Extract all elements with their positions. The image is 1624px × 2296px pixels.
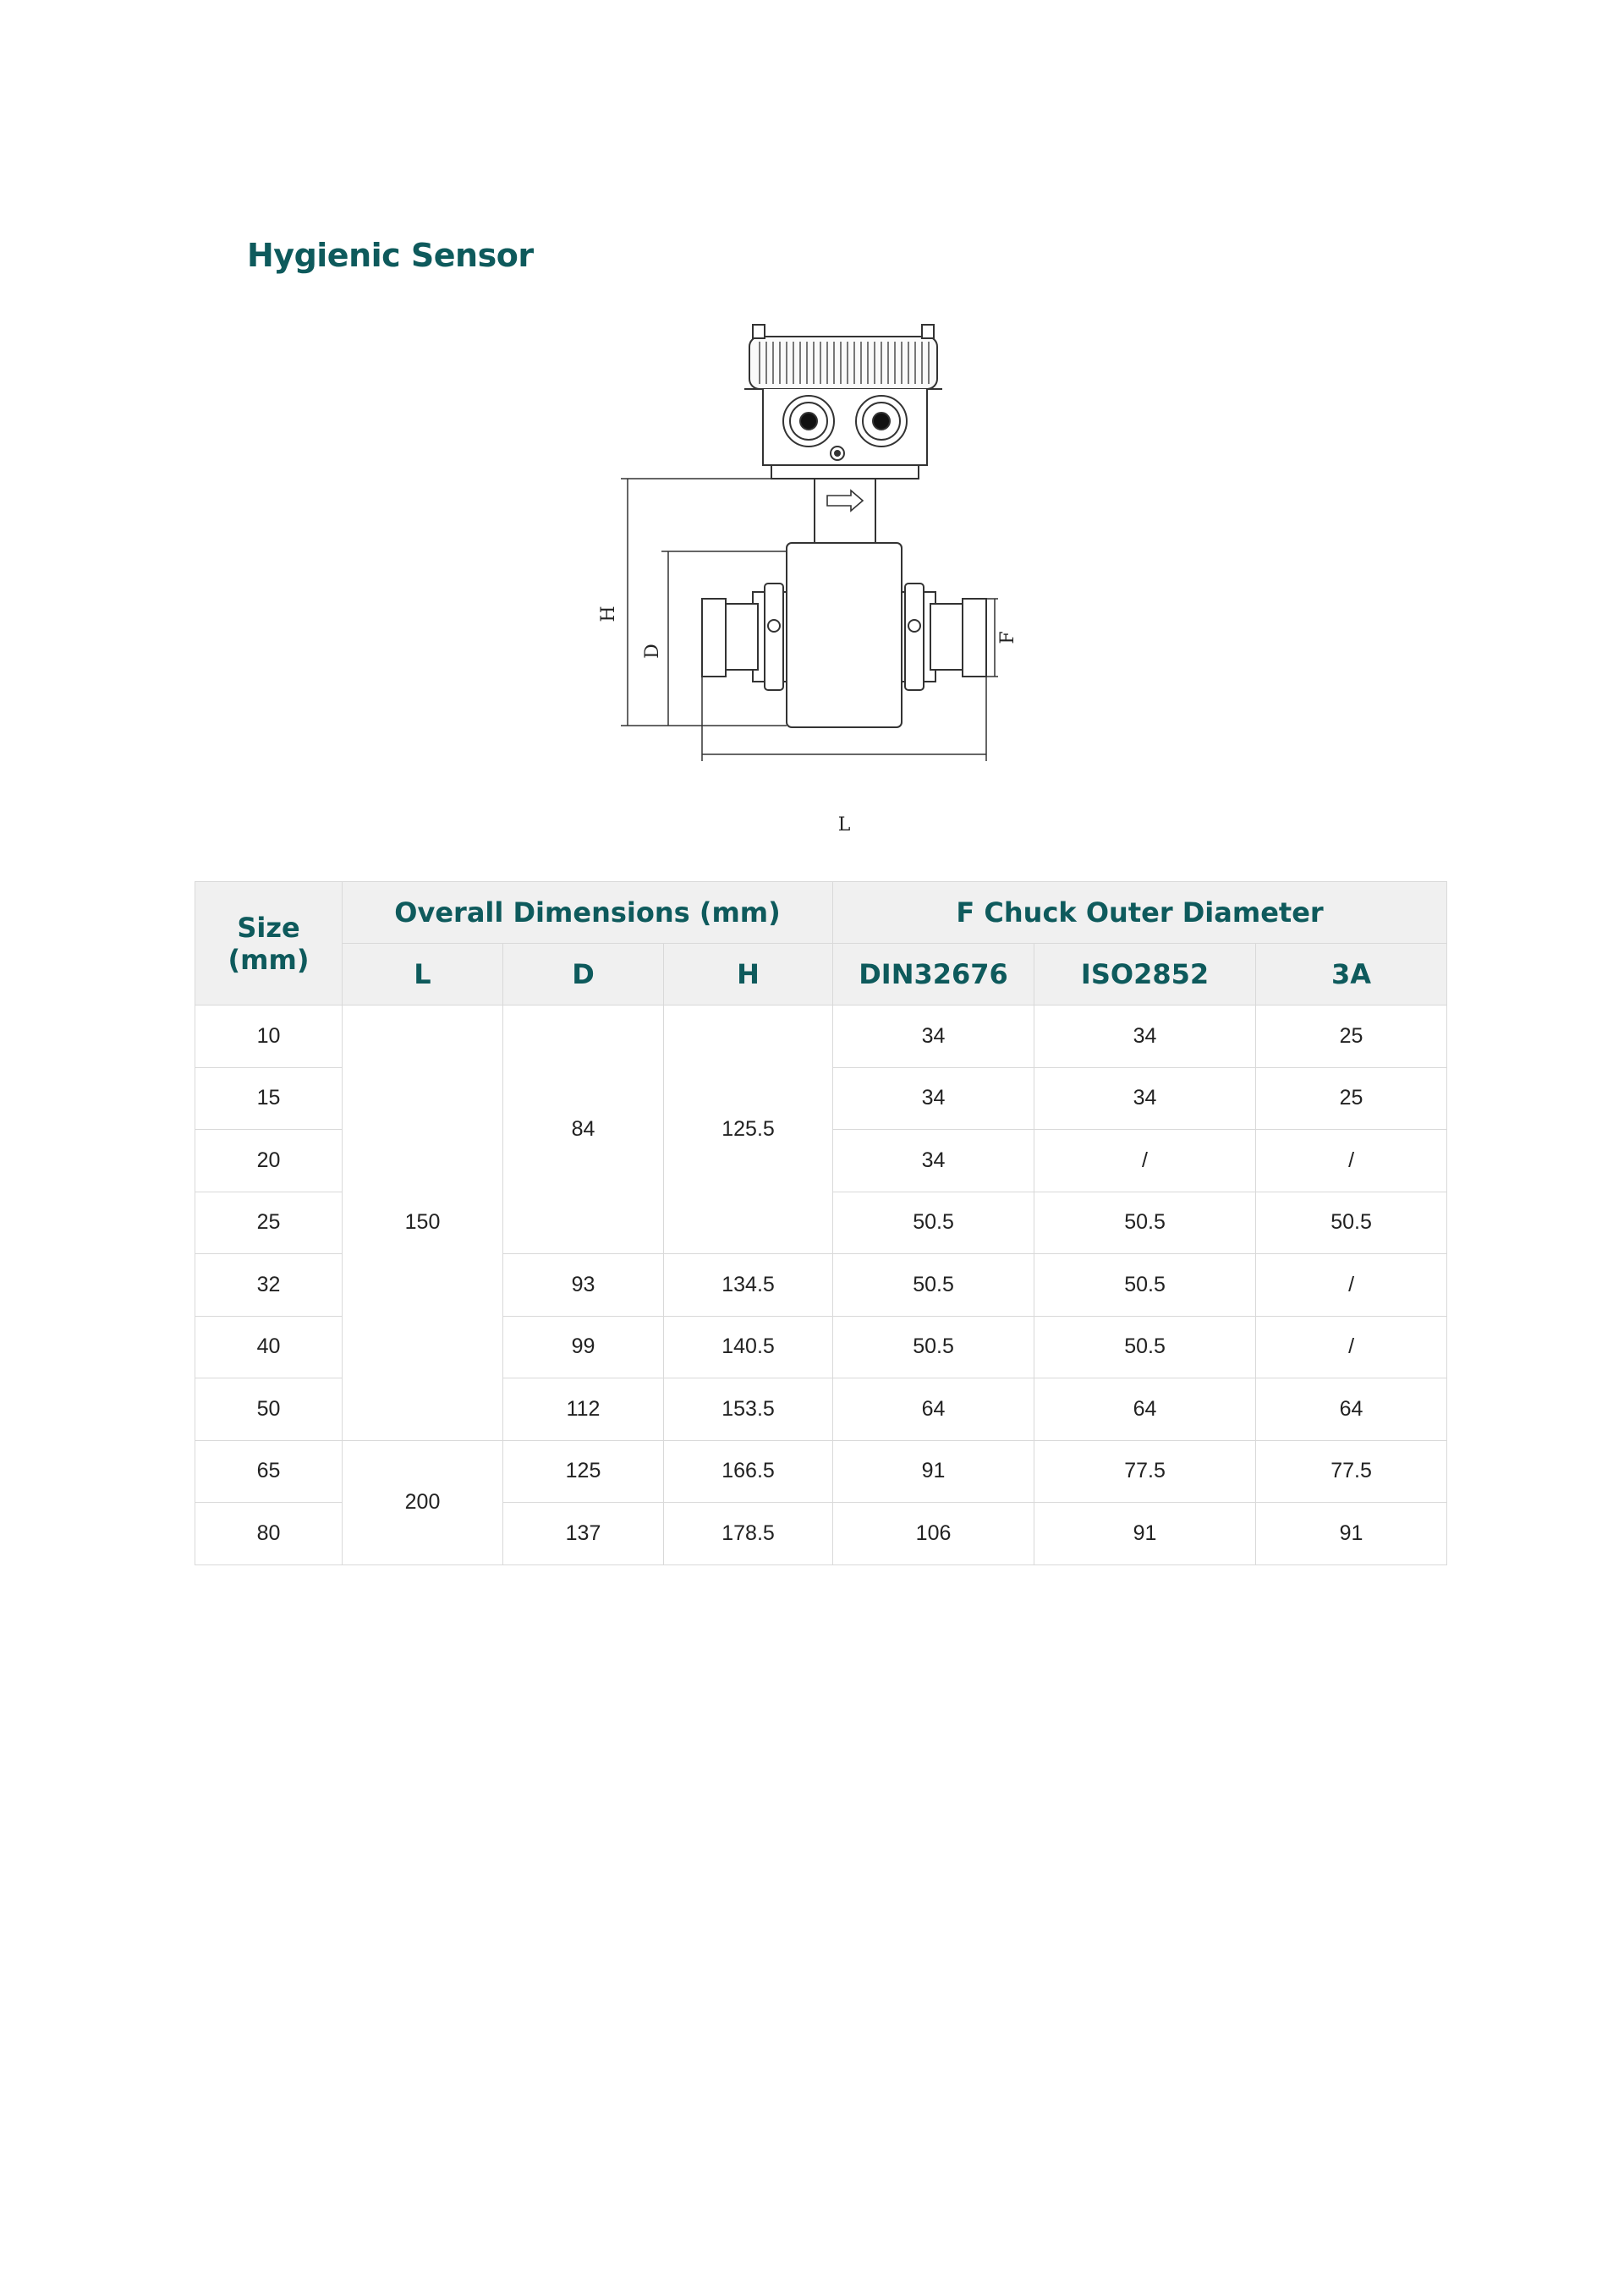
cell-size: 50 — [195, 1378, 343, 1441]
cell-l: 150 — [343, 1006, 503, 1441]
cell-3a: 91 — [1256, 1503, 1447, 1565]
cell-d: 112 — [503, 1378, 664, 1441]
table-body — [195, 1006, 1447, 1565]
cell-din32676: 64 — [833, 1378, 1034, 1441]
cell-din32676: 50.5 — [833, 1254, 1034, 1317]
cell-h: 153.5 — [664, 1378, 833, 1441]
header-chuck-outer-diameter: F Chuck Outer Diameter — [833, 882, 1447, 944]
cell-iso2852: / — [1034, 1130, 1256, 1192]
cell-3a: / — [1256, 1130, 1447, 1192]
cell-din32676: 50.5 — [833, 1316, 1034, 1378]
cell-din32676: 106 — [833, 1503, 1034, 1565]
cell-d: 137 — [503, 1503, 664, 1565]
sensor-dimension-drawing — [575, 313, 1083, 854]
cell-iso2852: 77.5 — [1034, 1440, 1256, 1503]
cell-3a: 64 — [1256, 1378, 1447, 1441]
cell-3a: / — [1256, 1316, 1447, 1378]
cell-h: 166.5 — [664, 1440, 833, 1503]
cell-din32676: 91 — [833, 1440, 1034, 1503]
header-iso2852: ISO2852 — [1034, 944, 1256, 1006]
cell-3a: 25 — [1256, 1067, 1447, 1130]
cell-h: 125.5 — [664, 1006, 833, 1254]
header-d: D — [503, 944, 664, 1006]
cell-din32676: 34 — [833, 1006, 1034, 1068]
header-3a: 3A — [1256, 944, 1447, 1006]
dimension-label-d: D — [642, 644, 663, 659]
cell-3a: 50.5 — [1256, 1192, 1447, 1254]
cell-h: 134.5 — [664, 1254, 833, 1317]
cell-d: 93 — [503, 1254, 664, 1317]
cell-iso2852: 91 — [1034, 1503, 1256, 1565]
cell-h: 178.5 — [664, 1503, 833, 1565]
dimension-label-f: F — [997, 631, 1018, 644]
dimension-label-h: H — [598, 606, 619, 622]
header-size-line2: (mm) — [228, 943, 310, 976]
cell-3a: 25 — [1256, 1006, 1447, 1068]
cell-d: 84 — [503, 1006, 664, 1254]
cell-size: 10 — [195, 1006, 343, 1068]
header-l: L — [343, 944, 503, 1006]
cell-size: 40 — [195, 1316, 343, 1378]
cell-din32676: 34 — [833, 1067, 1034, 1130]
header-din32676: DIN32676 — [833, 944, 1034, 1006]
header-overall-dimensions: Overall Dimensions (mm) — [343, 882, 833, 944]
cell-iso2852: 34 — [1034, 1006, 1256, 1068]
cell-size: 80 — [195, 1503, 343, 1565]
cell-3a: 77.5 — [1256, 1440, 1447, 1503]
cell-din32676: 34 — [833, 1130, 1034, 1192]
cell-iso2852: 50.5 — [1034, 1254, 1256, 1317]
cell-size: 65 — [195, 1440, 343, 1503]
cell-size: 32 — [195, 1254, 343, 1317]
cell-iso2852: 50.5 — [1034, 1316, 1256, 1378]
cell-iso2852: 34 — [1034, 1067, 1256, 1130]
header-size — [195, 882, 343, 1006]
cell-d: 99 — [503, 1316, 664, 1378]
cell-3a: / — [1256, 1254, 1447, 1317]
header-size-line1: Size — [237, 911, 300, 944]
cell-din32676: 50.5 — [833, 1192, 1034, 1254]
table-row — [195, 1440, 1447, 1503]
cell-d: 125 — [503, 1440, 664, 1503]
cell-size: 20 — [195, 1130, 343, 1192]
cell-size: 15 — [195, 1067, 343, 1130]
table-row — [195, 1006, 1447, 1068]
cell-size: 25 — [195, 1192, 343, 1254]
cell-iso2852: 64 — [1034, 1378, 1256, 1441]
cell-h: 140.5 — [664, 1316, 833, 1378]
dimensions-table — [195, 881, 1447, 1565]
cell-iso2852: 50.5 — [1034, 1192, 1256, 1254]
page-title: Hygienic Sensor — [247, 237, 534, 274]
header-h: H — [664, 944, 833, 1006]
dimension-label-l: L — [837, 814, 851, 836]
cell-l: 200 — [343, 1440, 503, 1564]
